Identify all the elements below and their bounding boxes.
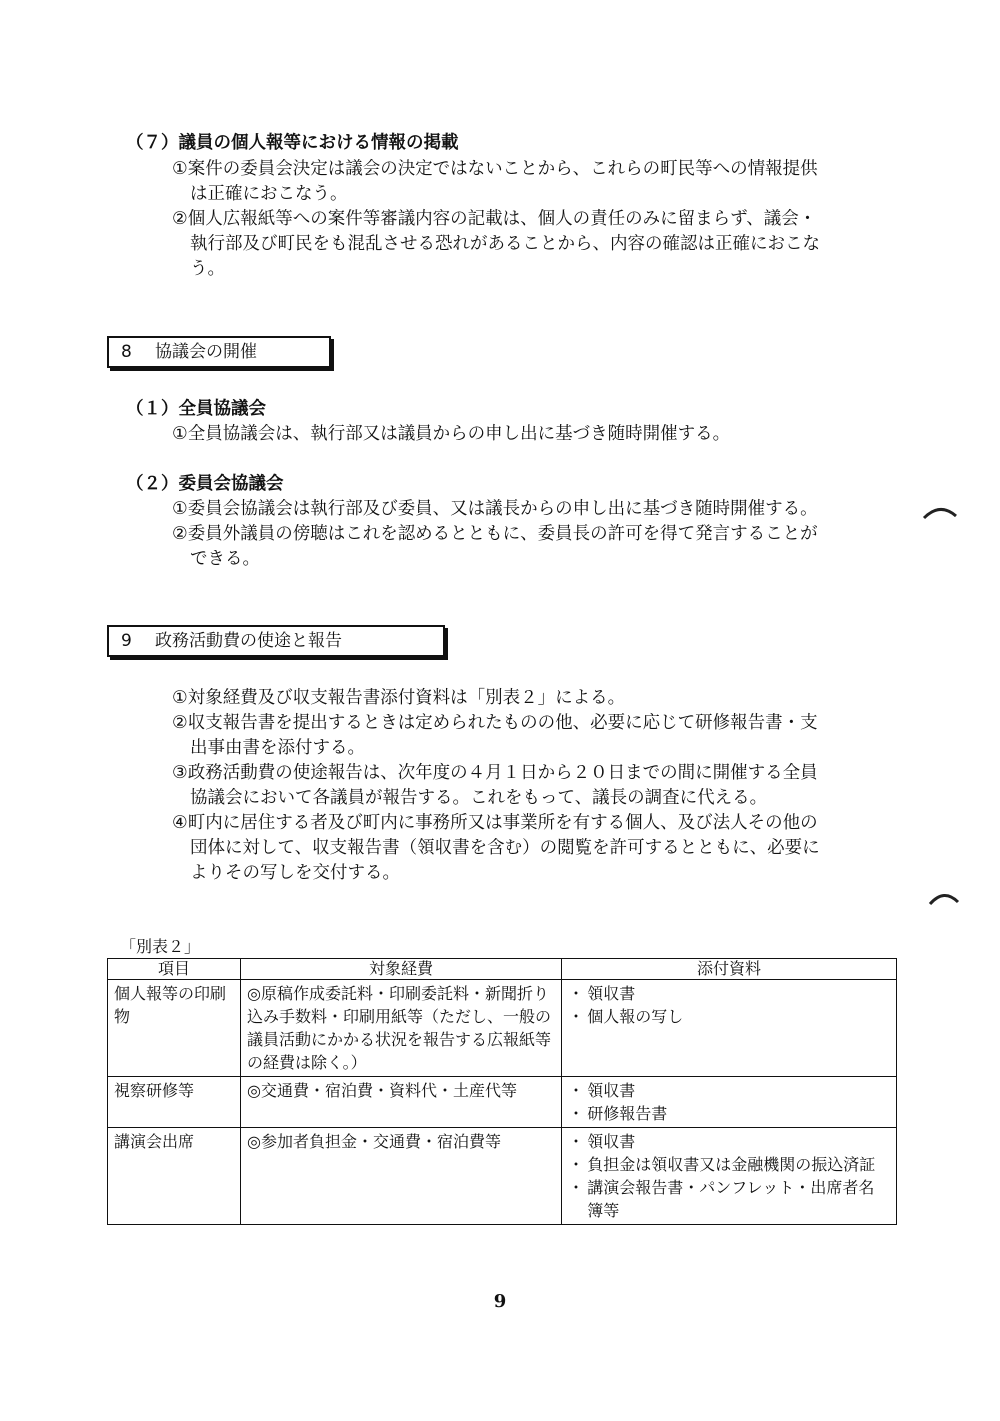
- section9-line2: ②収支報告書を提出するときは定められたものの他、必要に応じて研修報告書・支: [172, 713, 818, 733]
- row-expense: ◎交通費・宿泊費・資料代・土産代等: [241, 1077, 562, 1128]
- doc-item: ・ 個人報の写し: [568, 1005, 890, 1028]
- row-item: 視察研修等: [108, 1077, 241, 1128]
- header-docs: 添付資料: [562, 959, 897, 980]
- doc-item: ・ 講演会報告書・パンフレット・出席者名簿等: [568, 1176, 890, 1222]
- doc-item: ・ 領収書: [568, 982, 890, 1005]
- doc-item: ・ 領収書: [568, 1130, 890, 1153]
- section8-sub1-heading: （１）全員協議会: [126, 399, 266, 419]
- table-row: [108, 980, 897, 1077]
- section9-line5: 協議会において各議員が報告する。これをもって、議長の調査に代える。: [190, 788, 768, 808]
- row-expense: ◎参加者負担金・交通費・宿泊費等: [241, 1128, 562, 1225]
- section8-number: 8: [121, 342, 132, 362]
- row-item: 個人報等の印刷物: [108, 980, 241, 1077]
- page-number: 9: [493, 1291, 507, 1312]
- table-caption: 「別表２」: [120, 937, 201, 956]
- section9-number: 9: [121, 631, 132, 651]
- punch-hole-mark-icon: [922, 500, 958, 524]
- section9-title: 政務活動費の使途と報告: [155, 631, 342, 651]
- table-row: [108, 1077, 897, 1128]
- section9-line1: ①対象経費及び収支報告書添付資料は「別表２」による。: [172, 688, 626, 708]
- header-expense: 対象経費: [241, 959, 562, 980]
- section7-item2-line1: ②個人広報紙等への案件等審議内容の記載は、個人の責任のみに留まらず、議会・: [172, 209, 817, 229]
- expense-table: [107, 958, 897, 1225]
- section8-title: 協議会の開催: [155, 342, 257, 362]
- section7-item2-line3: う。: [190, 259, 225, 279]
- section9-line7: 団体に対して、収支報告書（領収書を含む）の閲覧を許可するとともに、必要に: [190, 838, 820, 858]
- section7-item1-line2: は正確におこなう。: [190, 184, 348, 204]
- row-expense: ◎原稿作成委託料・印刷委託料・新聞折り込み手数料・印刷用紙等（ただし、一般の議員活動にかかる状況を報告する広報紙等の経費は除く。）: [241, 980, 562, 1077]
- section9-title-box: [107, 625, 445, 657]
- section8-sub2-line2: ②委員外議員の傍聴はこれを認めるとともに、委員長の許可を得て発言することが: [172, 524, 818, 544]
- section8-sub2-line1: ①委員会協議会は執行部及び委員、又は議長からの申し出に基づき随時開催する。: [172, 499, 818, 519]
- doc-item: ・ 領収書: [568, 1079, 890, 1102]
- punch-hole-mark-icon: [928, 886, 960, 910]
- row-item: 講演会出席: [108, 1128, 241, 1225]
- section8-title-box: [107, 336, 331, 368]
- section9-line6: ④町内に居住する者及び町内に事務所又は事業所を有する個人、及び法人その他の: [172, 813, 818, 833]
- section8-sub2-heading: （２）委員会協議会: [126, 474, 284, 494]
- doc-item: ・ 研修報告書: [568, 1102, 890, 1125]
- row-docs: [562, 980, 897, 1077]
- section8-sub2-line3: できる。: [190, 549, 260, 569]
- section7-item1-line1: ①案件の委員会決定は議会の決定ではないことから、これらの町民等への情報提供: [172, 159, 818, 179]
- row-docs: [562, 1077, 897, 1128]
- doc-item: ・ 負担金は領収書又は金融機関の振込済証: [568, 1153, 890, 1176]
- table-header-row: [108, 959, 897, 980]
- table-row: [108, 1128, 897, 1225]
- section8-sub1-line1: ①全員協議会は、執行部又は議員からの申し出に基づき随時開催する。: [172, 424, 731, 444]
- section9-line8: よりその写しを交付する。: [190, 863, 400, 883]
- header-item: 項目: [108, 959, 241, 980]
- section7-heading: （７）議員の個人報等における情報の掲載: [126, 133, 459, 153]
- section9-line3: 出事由書を添付する。: [190, 738, 365, 758]
- row-docs: [562, 1128, 897, 1225]
- section9-line4: ③政務活動費の使途報告は、次年度の４月１日から２０日までの間に開催する全員: [172, 763, 818, 783]
- section7-item2-line2: 執行部及び町民をも混乱させる恐れがあることから、内容の確認は正確におこな: [190, 234, 820, 254]
